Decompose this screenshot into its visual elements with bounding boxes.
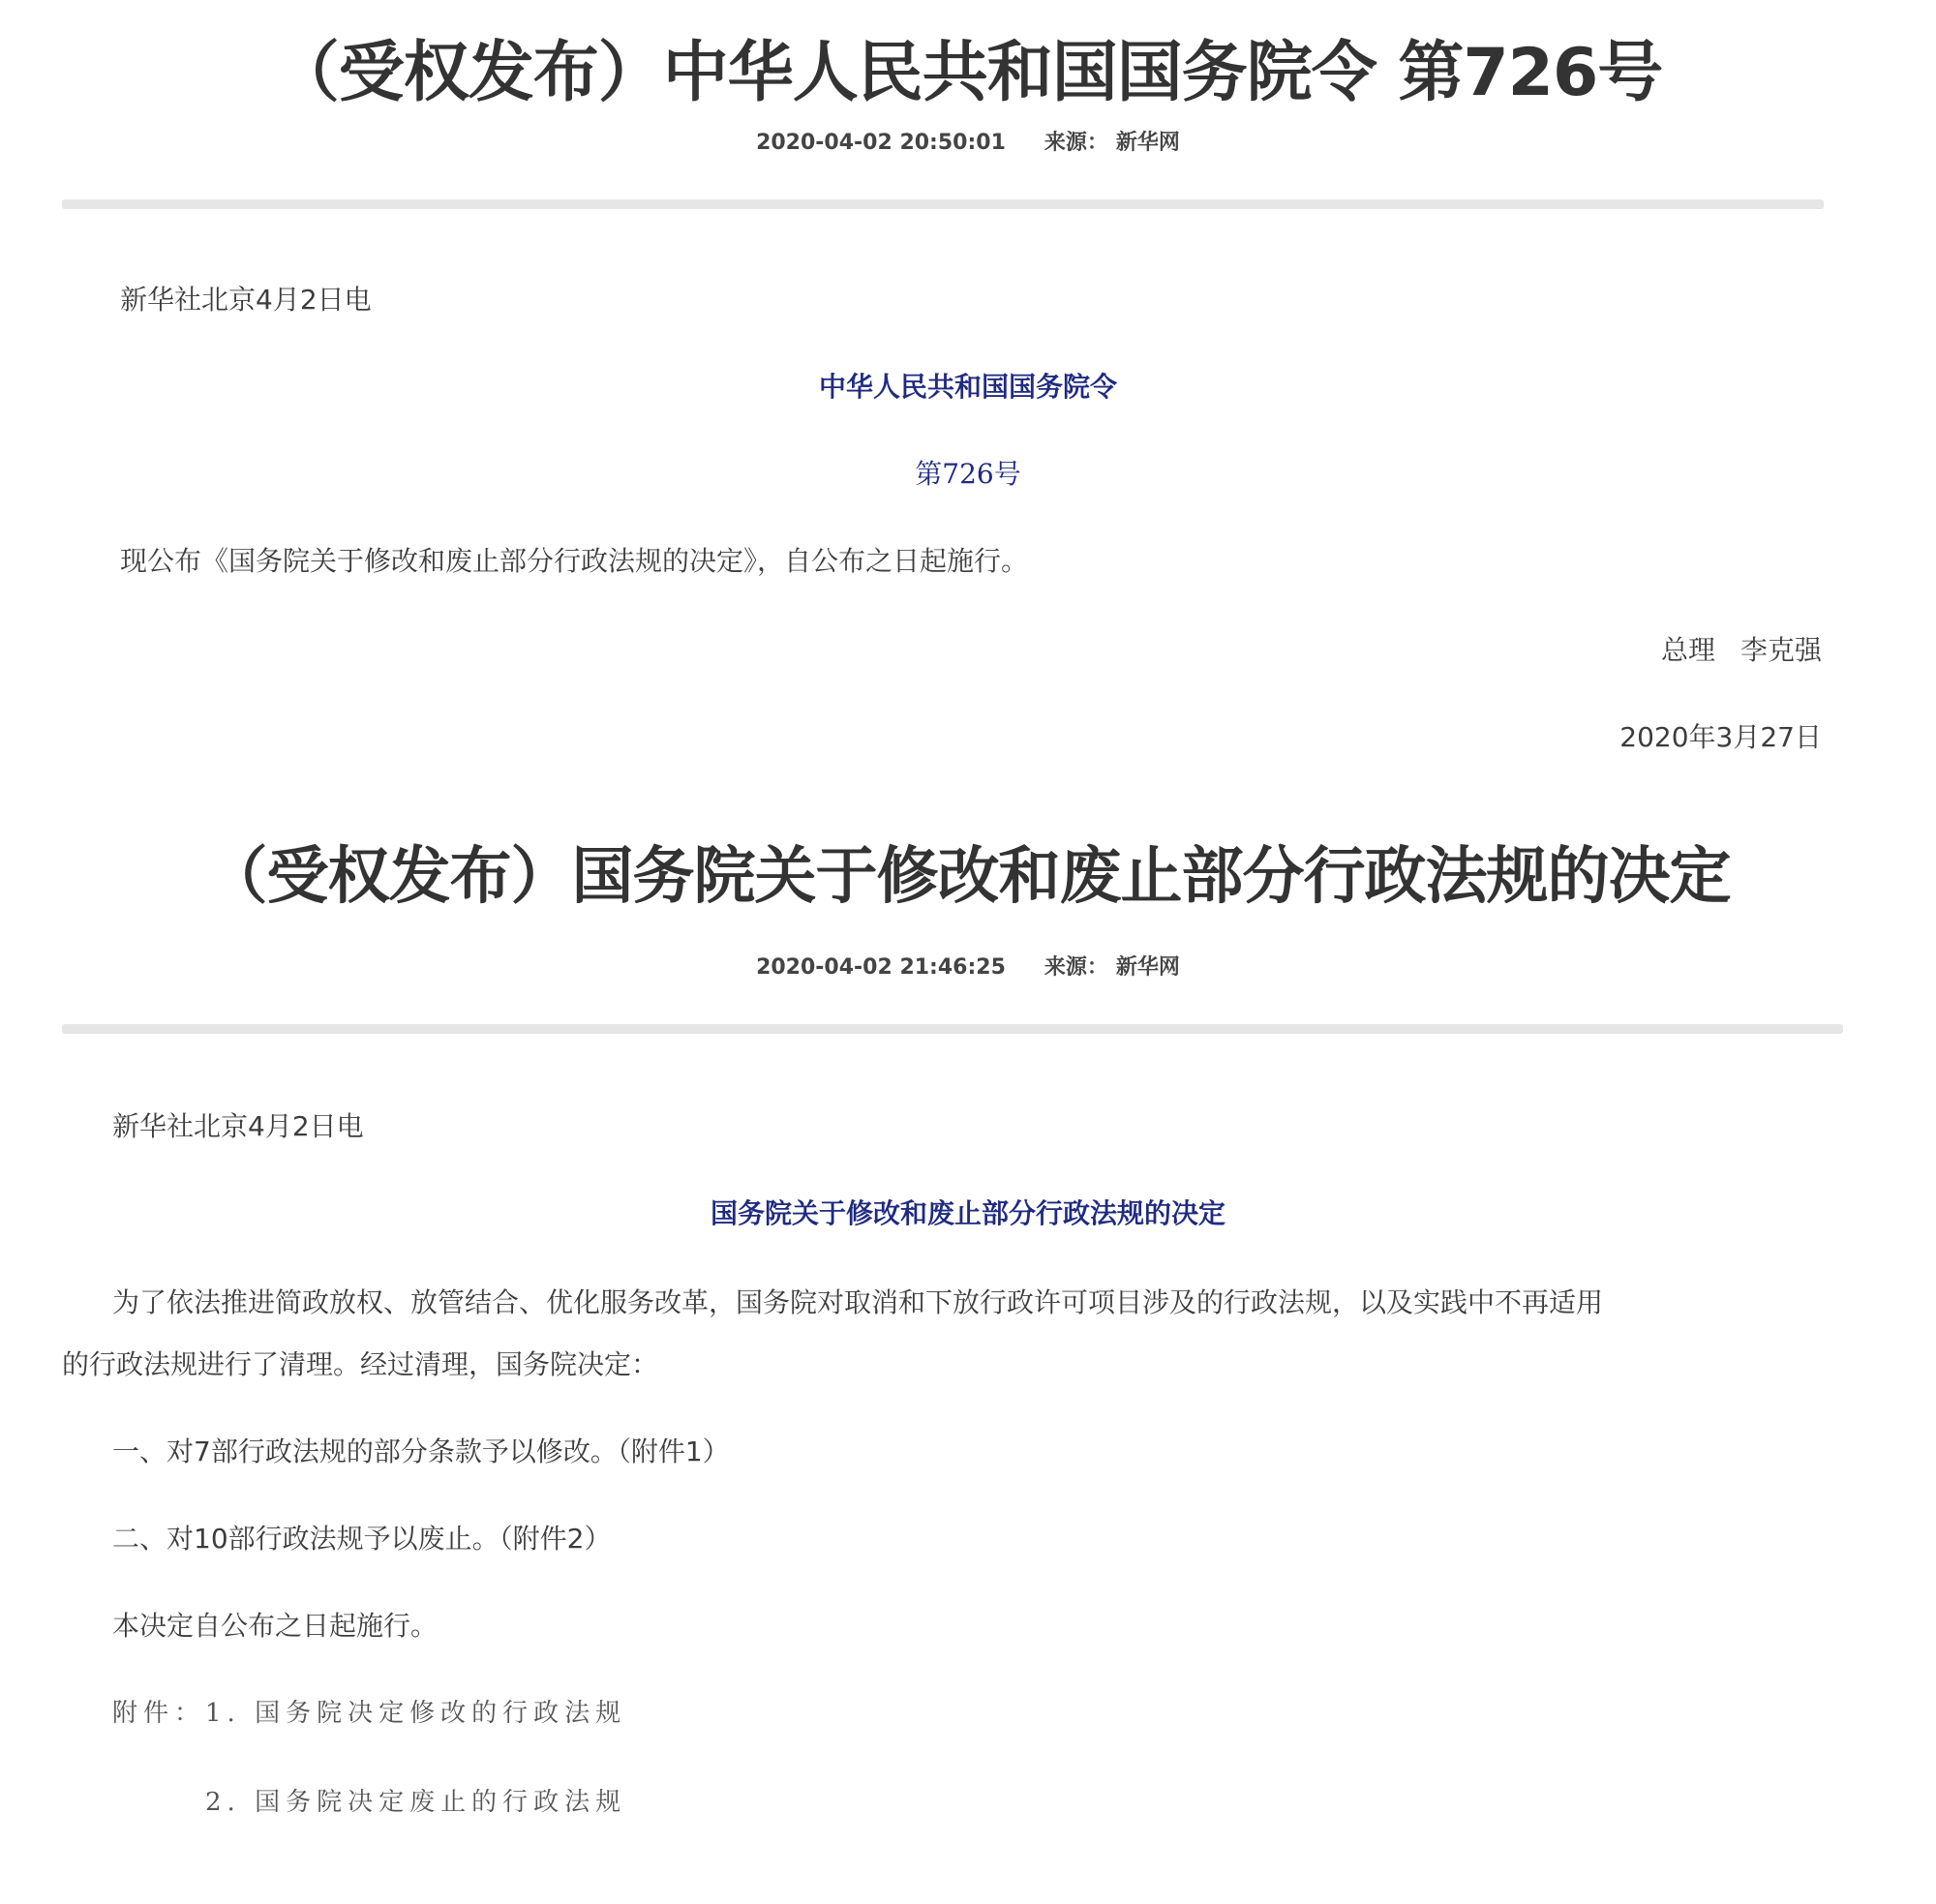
order-title: 中华人民共和国国务院令: [818, 371, 1117, 403]
signer-name: 李克强: [1739, 634, 1822, 666]
intro-paragraph-line-1: 为了依法推进简政放权、放管结合、优化服务改革，国务院对取消和下放行政许可项目涉及的行政法规，以及实践中不再适用: [112, 1286, 1604, 1318]
decision-item-1: 一、对7部行政法规的部分条款予以修改。（附件1）: [112, 1436, 730, 1467]
source-name[interactable]: 新华网: [1115, 955, 1180, 980]
article-meta: [0, 951, 1936, 981]
order-body: 现公布《国务院关于修改和废止部分行政法规的决定》，自公布之日起施行。: [120, 545, 1029, 577]
article-meta: [0, 126, 1936, 156]
intro-paragraph-line-2: 的行政法规进行了清理。经过清理，国务院决定：: [62, 1348, 659, 1380]
signer-title: 总理: [1660, 634, 1715, 666]
decision-item-2: 二、对10部行政法规予以废止。（附件2）: [112, 1523, 612, 1555]
publish-timestamp: 2020-04-02 20:50:01: [756, 131, 1006, 155]
article-headline: （受权发布）中华人民共和国国务院令 第726号: [273, 35, 1663, 111]
signature: [1661, 631, 1822, 670]
source-label: 来源：: [1044, 131, 1108, 155]
sign-date: 2020年3月27日: [1619, 721, 1822, 753]
divider: [62, 199, 1824, 209]
decision-title: 国务院关于修改和废止部分行政法规的决定: [710, 1197, 1225, 1229]
effective-statement: 本决定自公布之日起施行。: [112, 1610, 439, 1642]
dateline: 新华社北京4月2日电: [120, 284, 372, 316]
order-number: 第726号: [915, 458, 1021, 490]
dateline: 新华社北京4月2日电: [112, 1110, 364, 1142]
attachment-1[interactable]: 附件：1. 国务院决定修改的行政法规: [112, 1699, 627, 1728]
divider: [62, 1024, 1843, 1034]
source-name[interactable]: 新华网: [1115, 131, 1180, 155]
attachment-2[interactable]: 2. 国务院决定废止的行政法规: [205, 1788, 627, 1817]
publish-timestamp: 2020-04-02 21:46:25: [756, 955, 1006, 980]
article-headline: （受权发布）国务院关于修改和废止部分行政法规的决定: [205, 841, 1731, 913]
source-label: 来源：: [1044, 955, 1108, 980]
